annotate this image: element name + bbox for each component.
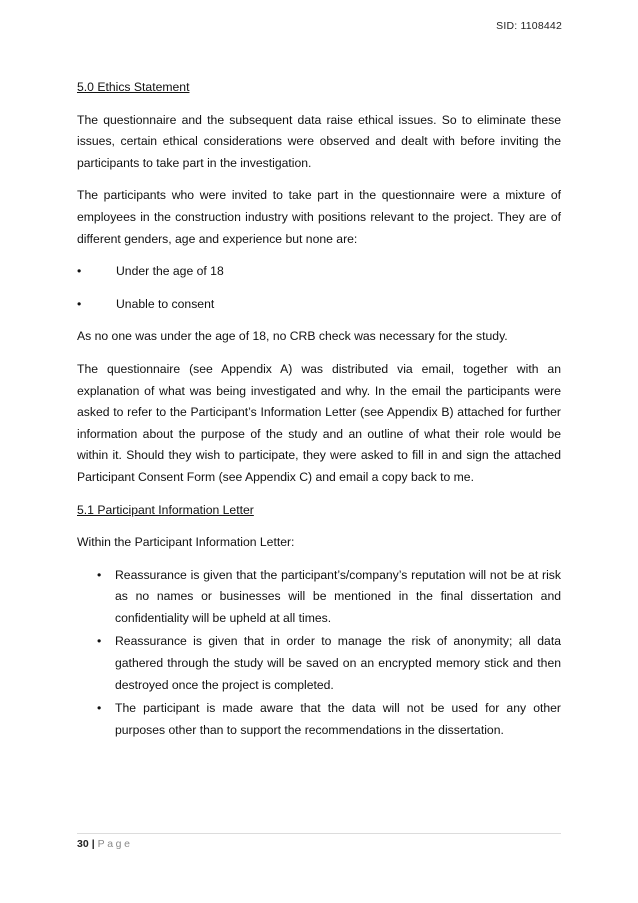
student-id-header: SID: 1108442: [496, 20, 562, 32]
paragraph-crb-check: As no one was under the age of 18, no CRB check was necessary for the study.: [77, 329, 508, 344]
information-letter-list: [77, 565, 561, 742]
bullet: •: [97, 634, 102, 649]
footer-divider: [77, 833, 561, 834]
page-footer: [77, 838, 133, 850]
paragraph-participants: The participants who were invited to take part in the questionnaire were a mixture of employees in the construction industry with positions relevant to the project. They are of different genders, age and experience but none are:: [77, 188, 561, 246]
footer-separator: |: [91, 838, 95, 850]
list-item: [77, 631, 561, 696]
page-label: Page: [97, 838, 133, 850]
bullet: •: [97, 701, 102, 716]
bullet: •: [77, 264, 82, 279]
page-number: 30: [77, 838, 89, 850]
section-heading-information-letter: 5.1 Participant Information Letter: [77, 502, 254, 517]
section-heading-ethics: 5.0 Ethics Statement: [77, 80, 190, 94]
document-body: [77, 77, 561, 743]
condition-item: [77, 261, 561, 283]
paragraph-ethics-intro: The questionnaire and the subsequent data raise ethical issues. So to eliminate these issues, certain ethical considerations were observed and dealt with before inviting the participants to take part in the investigation.: [77, 112, 561, 170]
list-item-text: Reassurance is given that the participant’s/company’s reputation will not be at risk as no names or businesses will be mentioned in the final dissertation and confidentiality will be upheld at all times.: [115, 567, 561, 625]
list-item-text: Reassurance is given that in order to manage the risk of anonymity; all data gathered through the study will be saved on an encrypted memory stick and then destroyed once the project is completed.: [115, 634, 561, 692]
list-item: [77, 565, 561, 630]
condition-text: Unable to consent: [116, 296, 215, 311]
paragraph-questionnaire-distribution: The questionnaire (see Appendix A) was distributed via email, together with an explanation of what was being investigated and why. In the email the participants were asked to refer to the Participant’s Information Letter (see Appendix B) attached for further information about the purpose of the study and an outline of what their role would be within it. Should they wish to participate, they were asked to fill in and sign the attached Participant Consent Form (see Appendix C) and email a copy back to me.: [77, 361, 561, 484]
bullet: •: [97, 567, 102, 582]
condition-text: Under the age of 18: [116, 264, 224, 279]
list-item: [77, 698, 561, 741]
condition-item: [77, 294, 561, 316]
bullet: •: [77, 296, 82, 311]
list-item-text: The participant is made aware that the data will not be used for any other purposes other than to support the recommendations in the dissertation.: [115, 701, 561, 737]
paragraph-information-letter-intro: Within the Participant Information Letter:: [77, 535, 295, 550]
